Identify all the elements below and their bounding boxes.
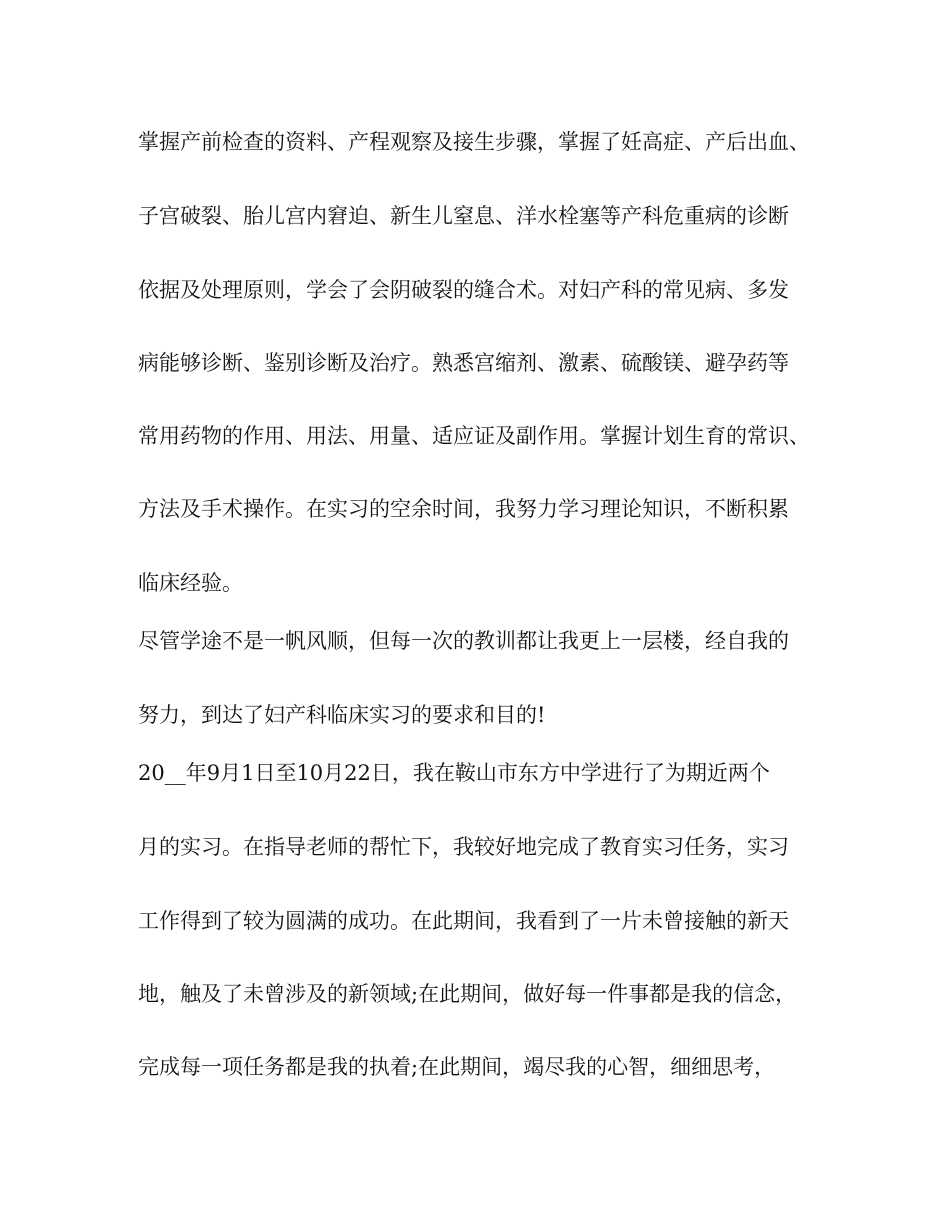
text-line: 方法及手术操作。在实习的空余时间，我努力学习理论知识，不断积累 (138, 497, 789, 521)
text-line: 努力，到达了妇产科临床实习的要求和目的! (138, 703, 546, 727)
text-line: 尽管学途不是一帆风顺，但每一次的教训都让我更上一层楼，经自我的 (138, 629, 789, 653)
text-line: 掌握产前检查的资料、产程观察及接生步骤，掌握了妊高症、产后出血、 (138, 130, 810, 154)
text-line: 地，触及了未曾涉及的新领域;在此期间，做好每一件事都是我的信念， (138, 982, 797, 1006)
text-line: 月的实习。在指导老师的帮忙下，我较好地完成了教育实习任务，实习 (138, 835, 789, 859)
text-line: 子宫破裂、胎儿宫内窘迫、新生儿窒息、洋水栓塞等产科危重病的诊断 (138, 204, 789, 228)
text-line: 临床经验。 (138, 571, 243, 595)
text-line: 20__年9月1日至10月22日，我在鞍山市东方中学进行了为期近两个 (138, 761, 770, 785)
text-line: 完成每一项任务都是我的执着;在此期间，竭尽我的心智，细细思考， (138, 1055, 776, 1079)
text-line: 依据及处理原则，学会了会阴破裂的缝合术。对妇产科的常见病、多发 (138, 278, 789, 302)
text-line: 病能够诊断、鉴别诊断及治疗。熟悉宫缩剂、激素、硫酸镁、避孕药等 (138, 351, 789, 375)
text-line: 工作得到了较为圆满的成功。在此期间，我看到了一片未曾接触的新天 (138, 909, 789, 933)
text-line: 常用药物的作用、用法、用量、适应证及副作用。掌握计划生育的常识、 (138, 424, 810, 448)
